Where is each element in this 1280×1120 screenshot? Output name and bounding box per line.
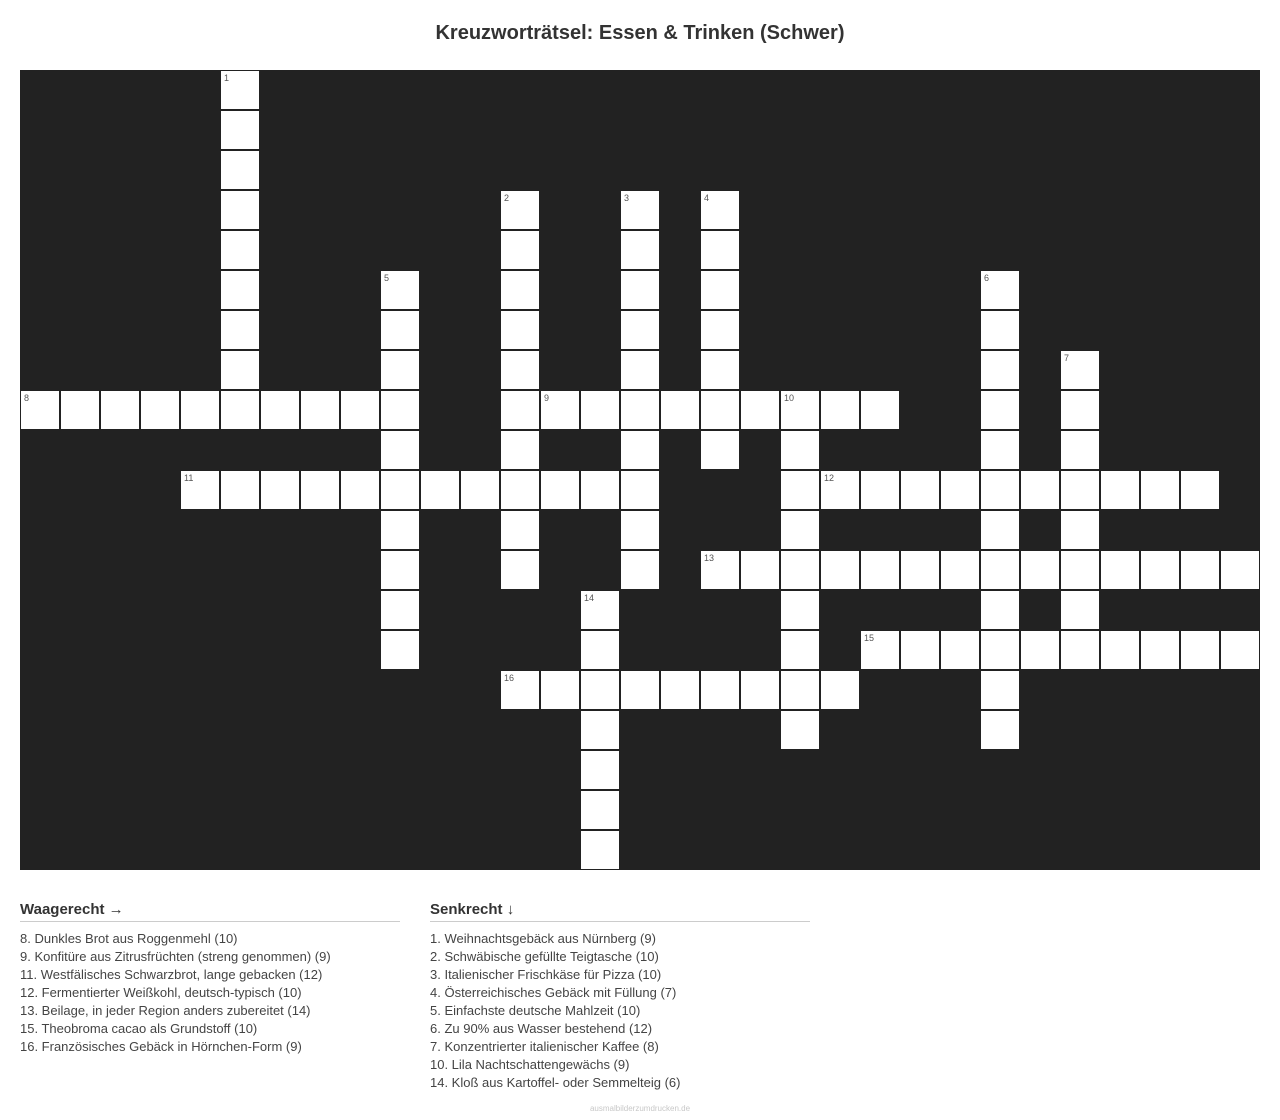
grid-cell[interactable]: [220, 270, 260, 310]
grid-cell[interactable]: [1220, 550, 1260, 590]
grid-cell[interactable]: [380, 590, 420, 630]
grid-cell[interactable]: [980, 390, 1020, 430]
grid-cell[interactable]: [500, 430, 540, 470]
grid-cell[interactable]: [780, 630, 820, 670]
grid-cell[interactable]: [460, 470, 500, 510]
grid-cell[interactable]: [500, 670, 540, 710]
clue-down: 3. Italienischer Frischkäse für Pizza (10): [430, 967, 662, 982]
grid-cell[interactable]: [860, 390, 900, 430]
grid-cell[interactable]: [780, 510, 820, 550]
grid-cell[interactable]: [620, 390, 660, 430]
cell-number: 15: [864, 633, 875, 643]
clue-across: 9. Konfitüre aus Zitrusfrüchten (streng genommen) (9): [20, 949, 331, 964]
grid-cell[interactable]: [380, 350, 420, 390]
grid-cell[interactable]: [980, 310, 1020, 350]
grid-cell[interactable]: [980, 710, 1020, 750]
crossword-grid: [20, 70, 1260, 870]
grid-cell[interactable]: [780, 390, 820, 430]
cell-number: 7: [1064, 353, 1070, 363]
grid-cell[interactable]: [980, 550, 1020, 590]
grid-cell[interactable]: [340, 390, 380, 430]
grid-cell[interactable]: [380, 550, 420, 590]
cell-number: 16: [504, 673, 515, 683]
grid-cell[interactable]: [700, 430, 740, 470]
grid-cell[interactable]: [500, 310, 540, 350]
grid-cell[interactable]: [220, 470, 260, 510]
grid-cell[interactable]: [580, 710, 620, 750]
grid-cell[interactable]: [540, 390, 580, 430]
down-heading: Senkrecht ↓: [430, 900, 810, 922]
grid-cell[interactable]: [700, 670, 740, 710]
grid-cell[interactable]: [1060, 550, 1100, 590]
grid-cell[interactable]: [1100, 550, 1140, 590]
grid-cell[interactable]: [900, 630, 940, 670]
grid-cell[interactable]: [580, 590, 620, 630]
clue-across: 12. Fermentierter Weißkohl, deutsch-typisch (10): [20, 985, 302, 1000]
cell-number: 9: [544, 393, 550, 403]
grid-cell[interactable]: [620, 470, 660, 510]
grid-cell[interactable]: [1020, 630, 1060, 670]
grid-cell[interactable]: [380, 430, 420, 470]
grid-cell[interactable]: [500, 390, 540, 430]
grid-cell[interactable]: [900, 550, 940, 590]
grid-cell[interactable]: [500, 550, 540, 590]
grid-cell[interactable]: [180, 470, 220, 510]
grid-cell[interactable]: [140, 390, 180, 430]
cell-number: 13: [704, 553, 715, 563]
grid-cell[interactable]: [700, 230, 740, 270]
grid-cell[interactable]: [700, 390, 740, 430]
grid-cell[interactable]: [860, 550, 900, 590]
grid-cell[interactable]: [220, 390, 260, 430]
grid-cell[interactable]: [980, 270, 1020, 310]
across-heading: Waagerecht →: [20, 900, 400, 922]
grid-cell[interactable]: [220, 190, 260, 230]
grid-cell[interactable]: [1060, 390, 1100, 430]
grid-cell[interactable]: [1180, 550, 1220, 590]
clue-down: 6. Zu 90% aus Wasser bestehend (12): [430, 1021, 653, 1036]
grid-cell[interactable]: [500, 190, 540, 230]
page-title: Kreuzworträtsel: Essen & Trinken (Schwer): [435, 22, 845, 44]
grid-cell[interactable]: [620, 430, 660, 470]
down-clues: [430, 900, 810, 1092]
grid-cell[interactable]: [780, 430, 820, 470]
grid-cell[interactable]: [940, 630, 980, 670]
grid-cell[interactable]: [780, 590, 820, 630]
grid-cell[interactable]: [780, 550, 820, 590]
grid-cell[interactable]: [820, 470, 860, 510]
grid-cell[interactable]: [220, 230, 260, 270]
grid-cell[interactable]: [780, 710, 820, 750]
grid-cell[interactable]: [1100, 630, 1140, 670]
grid-cell[interactable]: [980, 670, 1020, 710]
cell-number: 3: [624, 193, 630, 203]
grid-cell[interactable]: [1060, 510, 1100, 550]
grid-cell[interactable]: [580, 470, 620, 510]
grid-cell[interactable]: [660, 670, 700, 710]
grid-cell[interactable]: [620, 310, 660, 350]
grid-cell[interactable]: [620, 550, 660, 590]
grid-cell[interactable]: [1060, 470, 1100, 510]
grid-cell[interactable]: [260, 470, 300, 510]
grid-cell[interactable]: [820, 550, 860, 590]
grid-cell[interactable]: [1140, 630, 1180, 670]
grid-cell[interactable]: [780, 670, 820, 710]
grid-cell[interactable]: [220, 310, 260, 350]
grid-cell[interactable]: [940, 470, 980, 510]
grid-cell[interactable]: [700, 350, 740, 390]
clue-down: 14. Kloß aus Kartoffel- oder Semmelteig (6): [430, 1075, 681, 1090]
grid-cell[interactable]: [500, 270, 540, 310]
clue-across: 11. Westfälisches Schwarzbrot, lange gebacken (12): [20, 967, 323, 982]
grid-cell[interactable]: [860, 470, 900, 510]
grid-cell[interactable]: [780, 470, 820, 510]
grid-cell[interactable]: [540, 670, 580, 710]
grid-cell[interactable]: [540, 470, 580, 510]
grid-cell[interactable]: [580, 830, 620, 870]
grid-cell[interactable]: [1020, 470, 1060, 510]
grid-cell[interactable]: [1060, 630, 1100, 670]
grid-cell[interactable]: [1060, 590, 1100, 630]
grid-cell[interactable]: [580, 670, 620, 710]
grid-cell[interactable]: [980, 470, 1020, 510]
clue-across: 15. Theobroma cacao als Grundstoff (10): [20, 1021, 258, 1036]
grid-cell[interactable]: [580, 390, 620, 430]
grid-cell[interactable]: [980, 510, 1020, 550]
grid-cell[interactable]: [1060, 430, 1100, 470]
grid-cell[interactable]: [500, 350, 540, 390]
grid-cell[interactable]: [380, 270, 420, 310]
clue-down: 5. Einfachste deutsche Mahlzeit (10): [430, 1003, 641, 1018]
grid-cell[interactable]: [380, 630, 420, 670]
grid-cell[interactable]: [300, 470, 340, 510]
grid-cell[interactable]: [1060, 350, 1100, 390]
grid-cell[interactable]: [980, 350, 1020, 390]
grid-cell[interactable]: [980, 430, 1020, 470]
clue-across: 16. Französisches Gebäck in Hörnchen-Form (9): [20, 1039, 302, 1054]
clue-down: 1. Weihnachtsgebäck aus Nürnberg (9): [430, 931, 656, 946]
grid-cell[interactable]: [740, 550, 780, 590]
grid-cell[interactable]: [980, 630, 1020, 670]
across-clues: [20, 900, 400, 1056]
clue-down: 10. Lila Nachtschattengewächs (9): [430, 1057, 630, 1072]
grid-cell[interactable]: [100, 390, 140, 430]
grid-cell[interactable]: [740, 670, 780, 710]
grid-cell[interactable]: [1140, 550, 1180, 590]
cell-number: 10: [784, 393, 795, 403]
grid-cell[interactable]: [220, 110, 260, 150]
cell-number: 11: [184, 473, 194, 483]
grid-cell[interactable]: [980, 590, 1020, 630]
cell-number: 12: [824, 473, 835, 483]
cell-number: 8: [24, 393, 30, 403]
grid-cell[interactable]: [500, 470, 540, 510]
clue-down: 7. Konzentrierter italienischer Kaffee (8): [430, 1039, 659, 1054]
grid-cell[interactable]: [1180, 630, 1220, 670]
grid-cell[interactable]: [60, 390, 100, 430]
grid-cell[interactable]: [860, 630, 900, 670]
footer-credit: ausmalbilderzumdrucken.de: [589, 1104, 691, 1113]
grid-cell[interactable]: [500, 510, 540, 550]
grid-cell[interactable]: [820, 670, 860, 710]
cell-number: 14: [584, 593, 595, 603]
grid-cell[interactable]: [180, 390, 220, 430]
grid-cell[interactable]: [660, 390, 700, 430]
grid-cell[interactable]: [380, 310, 420, 350]
grid-cell[interactable]: [1100, 470, 1140, 510]
grid-cell[interactable]: [700, 310, 740, 350]
clue-across: 13. Beilage, in jeder Region anders zubereitet (14): [20, 1003, 311, 1018]
grid-cell[interactable]: [740, 390, 780, 430]
grid-cell[interactable]: [420, 470, 460, 510]
grid-cell[interactable]: [1140, 470, 1180, 510]
grid-cell[interactable]: [820, 390, 860, 430]
grid-cell[interactable]: [620, 270, 660, 310]
cell-number: 6: [984, 273, 990, 283]
grid-cell[interactable]: [380, 470, 420, 510]
grid-cell[interactable]: [380, 510, 420, 550]
grid-cell[interactable]: [900, 470, 940, 510]
grid-cell[interactable]: [380, 390, 420, 430]
grid-cell[interactable]: [620, 190, 660, 230]
clue-down: 4. Österreichisches Gebäck mit Füllung (7): [430, 985, 677, 1000]
grid-cell[interactable]: [500, 230, 540, 270]
grid-cell[interactable]: [620, 350, 660, 390]
cell-number: 5: [384, 273, 390, 283]
cell-number: 4: [704, 193, 710, 203]
clue-down: 2. Schwäbische gefüllte Teigtasche (10): [430, 949, 659, 964]
grid-cell[interactable]: [340, 470, 380, 510]
cell-number: 1: [224, 73, 230, 83]
grid-cell[interactable]: [580, 630, 620, 670]
grid-cell[interactable]: [700, 550, 740, 590]
grid-cell[interactable]: [20, 390, 60, 430]
grid-cell[interactable]: [940, 550, 980, 590]
grid-cell[interactable]: [620, 670, 660, 710]
grid-cell[interactable]: [1020, 550, 1060, 590]
grid-cell[interactable]: [620, 510, 660, 550]
grid-cell[interactable]: [220, 350, 260, 390]
grid-cell[interactable]: [220, 70, 260, 110]
grid-cell[interactable]: [300, 390, 340, 430]
cell-number: 2: [504, 193, 510, 203]
clue-across: 8. Dunkles Brot aus Roggenmehl (10): [20, 931, 238, 946]
grid-cell[interactable]: [700, 270, 740, 310]
grid-cell[interactable]: [700, 190, 740, 230]
grid-cell[interactable]: [620, 230, 660, 270]
grid-cell[interactable]: [260, 390, 300, 430]
grid-cell[interactable]: [1220, 630, 1260, 670]
grid-cell[interactable]: [580, 750, 620, 790]
grid-cell[interactable]: [1180, 470, 1220, 510]
grid-cell[interactable]: [580, 790, 620, 830]
grid-cell[interactable]: [220, 150, 260, 190]
